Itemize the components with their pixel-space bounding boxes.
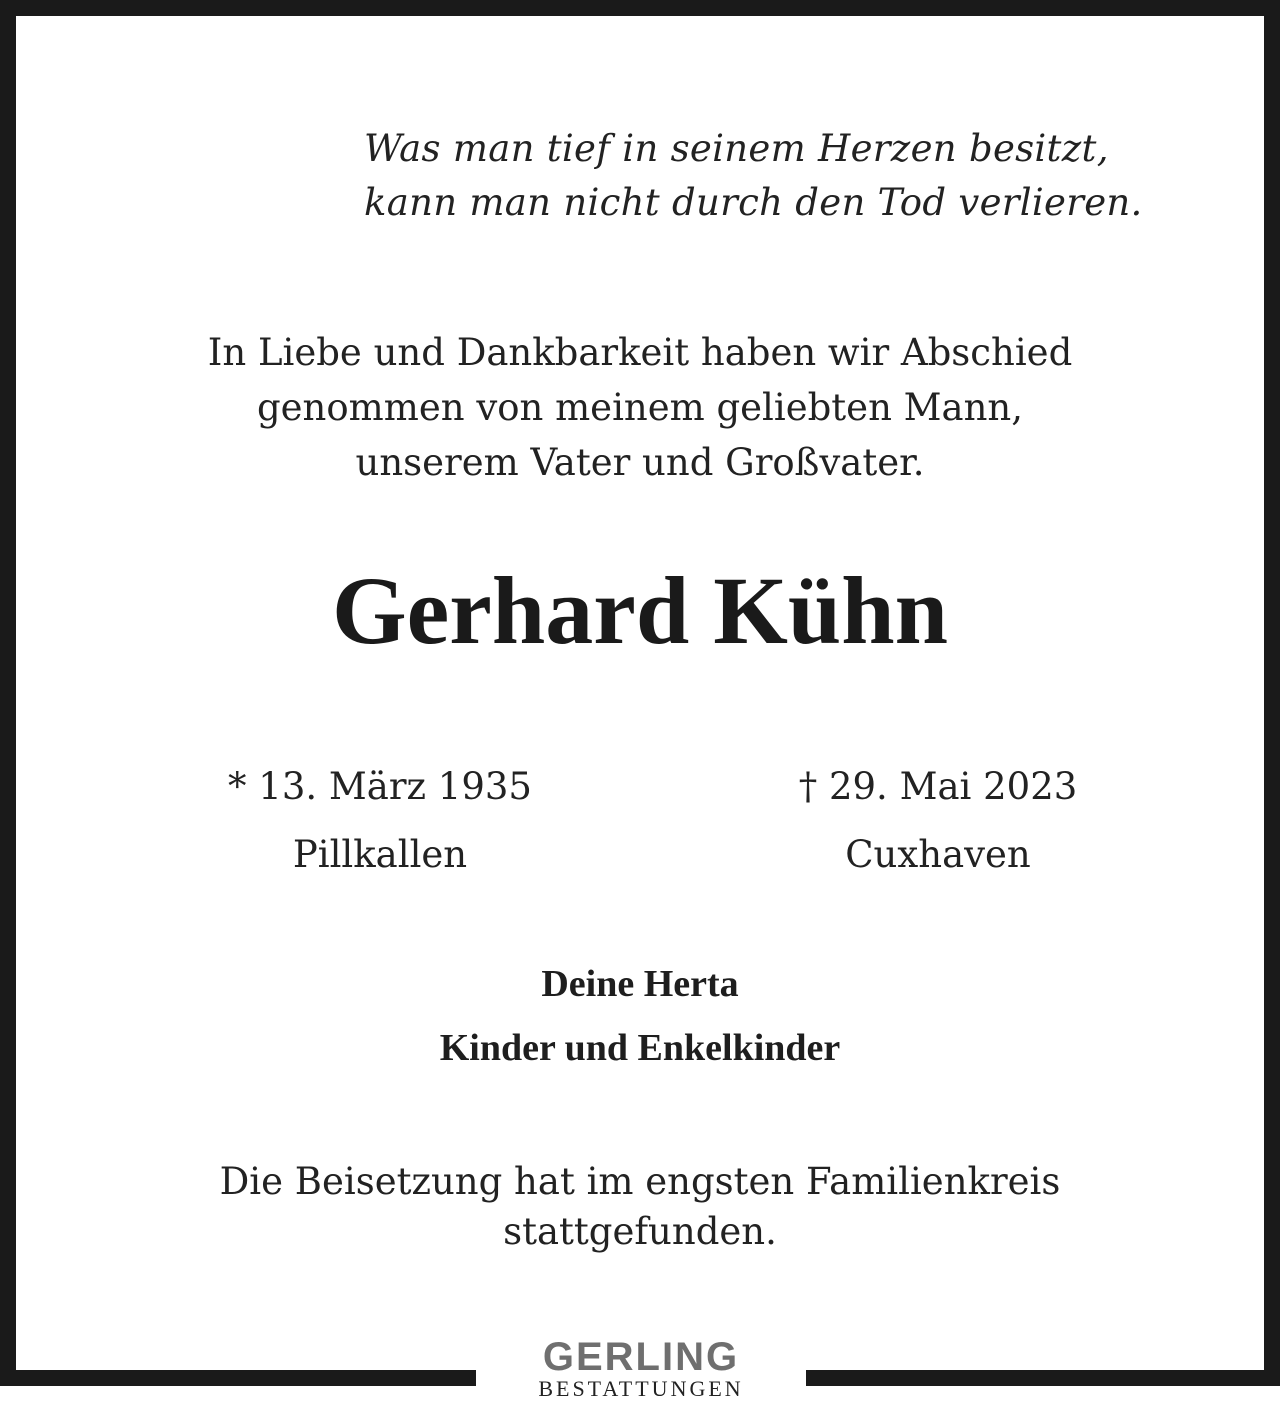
motto-quote — [364, 122, 1224, 230]
intro-text — [40, 325, 1240, 490]
motto-line-2: kann man nicht durch den Tod verlieren. — [364, 181, 1143, 224]
burial-notice — [40, 1157, 1240, 1257]
frame-border-bottom-left — [0, 1370, 476, 1386]
frame-border-top — [0, 0, 1280, 16]
intro-line-1: In Liebe und Dankbarkeit haben wir Abschied — [207, 331, 1073, 374]
intro-line-3: unserem Vater und Großvater. — [355, 441, 925, 484]
frame-border-left — [0, 0, 16, 1386]
funeral-home-logo — [476, 1336, 806, 1399]
birth-place: Pillkallen — [292, 833, 468, 876]
burial-line-2: stattgefunden. — [503, 1210, 777, 1253]
funeral-home-name: GERLING — [542, 1335, 740, 1379]
death-info — [738, 762, 1138, 880]
frame-border-bottom-right — [806, 1370, 1280, 1386]
intro-line-2: genommen von meinem geliebten Mann, — [256, 386, 1024, 429]
birth-info — [180, 762, 580, 880]
birth-date: * 13. März 1935 — [228, 765, 532, 808]
motto-line-1: Was man tief in seinem Herzen besitzt, — [364, 127, 1109, 170]
mourners — [0, 952, 1280, 1080]
mourner-line-2: Kinder und Enkelkinder — [439, 1027, 841, 1069]
frame-border-right — [1264, 0, 1280, 1386]
death-date: † 29. Mai 2023 — [798, 765, 1078, 808]
funeral-home-subtitle: BESTATTUNGEN — [538, 1376, 744, 1401]
burial-line-1: Die Beisetzung hat im engsten Familienkreis — [219, 1160, 1061, 1203]
death-place: Cuxhaven — [845, 833, 1031, 876]
deceased-name: Gerhard Kühn — [331, 557, 949, 664]
mourner-line-1: Deine Herta — [541, 963, 739, 1005]
